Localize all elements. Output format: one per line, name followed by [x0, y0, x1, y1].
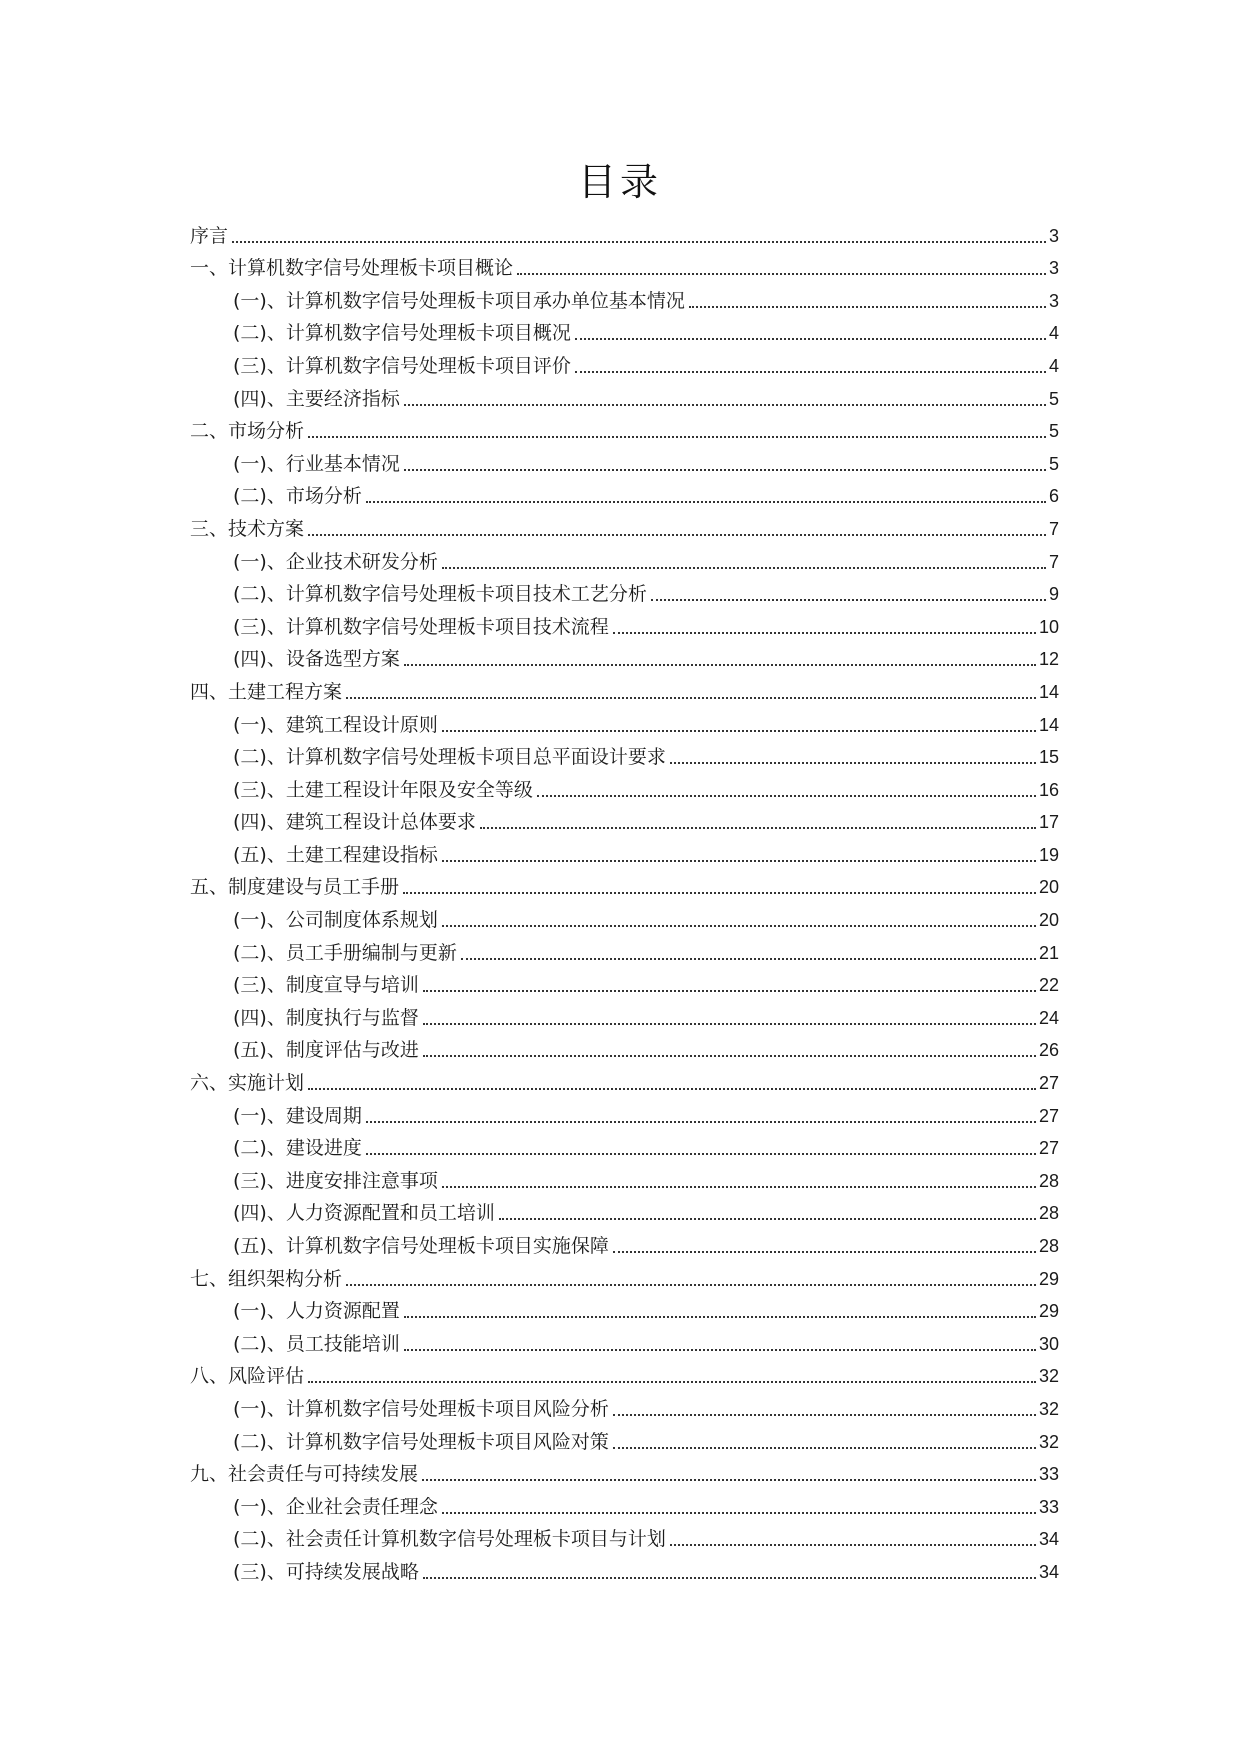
dot-leader: [442, 729, 1036, 732]
toc-entry-page-number: 27: [1038, 1138, 1059, 1159]
toc-section-entry[interactable]: [190, 741, 1059, 774]
toc-section-entry[interactable]: [190, 936, 1059, 969]
toc-entry-page-number: 32: [1038, 1366, 1059, 1387]
toc-entry-page-number: 17: [1038, 812, 1059, 833]
dot-leader: [670, 1543, 1036, 1546]
toc-entry-label: (一)、建筑工程设计原则: [233, 713, 438, 736]
dot-leader: [613, 1250, 1036, 1253]
toc-chapter-entry[interactable]: [190, 252, 1059, 285]
toc-entry-page-number: 9: [1048, 584, 1059, 605]
toc-entry-label: (三)、土建工程设计年限及安全等级: [233, 778, 533, 801]
toc-entry-label: (一)、企业技术研发分析: [233, 550, 438, 573]
toc-entry-page-number: 28: [1038, 1203, 1059, 1224]
toc-chapter-entry[interactable]: [190, 512, 1059, 545]
toc-entry-page-number: 29: [1038, 1301, 1059, 1322]
toc-entry-label: (四)、人力资源配置和员工培训: [233, 1202, 495, 1225]
toc-entry-label: 九、社会责任与可持续发展: [190, 1463, 419, 1486]
dot-leader: [366, 1120, 1036, 1123]
toc-entry-label: 八、风险评估: [190, 1365, 305, 1388]
toc-section-entry[interactable]: [190, 1099, 1059, 1132]
toc-entry-page-number: 5: [1048, 388, 1059, 409]
toc-entry-label: 七、组织架构分析: [190, 1267, 343, 1290]
toc-entry-page-number: 21: [1038, 942, 1059, 963]
toc-entry-label: 一、计算机数字信号处理板卡项目概论: [190, 257, 514, 280]
toc-section-entry[interactable]: [190, 349, 1059, 382]
toc-title: 目录: [577, 160, 662, 204]
toc-section-entry[interactable]: [190, 1001, 1059, 1034]
dot-leader: [575, 337, 1046, 340]
toc-chapter-entry[interactable]: [190, 1360, 1059, 1393]
dot-leader: [308, 1380, 1036, 1383]
toc-entry-label: 四、土建工程方案: [190, 680, 343, 703]
dot-leader: [308, 1087, 1036, 1090]
toc-entry-label: 序言: [190, 224, 229, 247]
toc-section-entry[interactable]: [190, 1523, 1059, 1556]
toc-section-entry[interactable]: [190, 1132, 1059, 1165]
toc-entry-page-number: 5: [1048, 421, 1059, 442]
toc-section-entry[interactable]: [190, 643, 1059, 676]
toc-section-entry[interactable]: [190, 708, 1059, 741]
dot-leader: [308, 533, 1046, 536]
toc-entry-label: 二、市场分析: [190, 420, 305, 443]
toc-entry-label: (一)、公司制度体系规划: [233, 909, 438, 932]
toc-entry-page-number: 20: [1038, 877, 1059, 898]
toc-section-entry[interactable]: [190, 480, 1059, 513]
toc-entry-page-number: 34: [1038, 1529, 1059, 1550]
toc-entry-page-number: 3: [1048, 225, 1059, 246]
toc-entry-page-number: 14: [1038, 714, 1059, 735]
toc-entry-label: (四)、建筑工程设计总体要求: [233, 811, 476, 834]
toc-entry-page-number: 4: [1048, 355, 1059, 376]
dot-leader: [517, 272, 1046, 275]
toc-section-entry[interactable]: [190, 903, 1059, 936]
toc-entry-page-number: 14: [1038, 681, 1059, 702]
toc-entry-label: (五)、计算机数字信号处理板卡项目实施保障: [233, 1235, 609, 1257]
toc-section-entry[interactable]: [190, 1229, 1059, 1262]
toc-entry-page-number: 4: [1048, 323, 1059, 344]
dot-leader: [308, 435, 1046, 438]
dot-leader: [537, 794, 1036, 797]
toc-entry-label: (二)、市场分析: [233, 485, 362, 508]
toc-section-entry[interactable]: [190, 1490, 1059, 1523]
dot-leader: [232, 240, 1046, 243]
toc-chapter-entry[interactable]: [190, 871, 1059, 904]
dot-leader: [461, 957, 1036, 960]
toc-section-entry[interactable]: [190, 545, 1059, 578]
dot-leader: [366, 1152, 1036, 1155]
toc-entry-page-number: 29: [1038, 1268, 1059, 1289]
toc-section-entry[interactable]: [190, 1392, 1059, 1425]
toc-chapter-entry[interactable]: [190, 675, 1059, 708]
toc-section-entry[interactable]: [190, 447, 1059, 480]
dot-leader: [404, 468, 1046, 471]
toc-entry-page-number: 10: [1038, 616, 1059, 637]
toc-entry-page-number: 7: [1048, 551, 1059, 572]
dot-leader: [442, 566, 1046, 569]
dot-leader: [613, 1413, 1036, 1416]
dot-leader: [423, 1022, 1036, 1025]
toc-entry-page-number: 24: [1038, 1007, 1059, 1028]
dot-leader: [404, 1348, 1036, 1351]
dot-leader: [404, 1315, 1036, 1318]
toc-entry-label: (三)、计算机数字信号处理板卡项目技术流程: [233, 615, 609, 638]
toc-entry-label: 五、制度建设与员工手册: [190, 876, 400, 899]
toc-list: [190, 219, 1059, 1588]
toc-section-entry[interactable]: [190, 578, 1059, 611]
toc-entry-page-number: 27: [1038, 1073, 1059, 1094]
toc-section-entry[interactable]: [190, 1295, 1059, 1328]
toc-entry-label: (四)、设备选型方案: [233, 648, 400, 671]
toc-section-entry[interactable]: [190, 838, 1059, 871]
toc-entry-page-number: 3: [1048, 290, 1059, 311]
toc-chapter-entry[interactable]: [190, 1262, 1059, 1295]
dot-leader: [366, 500, 1046, 503]
dot-leader: [670, 761, 1036, 764]
toc-entry-label: (二)、计算机数字信号处理板卡项目总平面设计要求: [233, 746, 666, 769]
dot-leader: [404, 663, 1036, 666]
toc-entry-label: (二)、建设进度: [233, 1137, 362, 1160]
dot-leader: [423, 1576, 1036, 1579]
toc-entry-label: (三)、计算机数字信号处理板卡项目评价: [233, 354, 571, 377]
toc-entry-page-number: 26: [1038, 1040, 1059, 1061]
toc-entry-label: (三)、进度安排注意事项: [233, 1169, 438, 1192]
toc-entry-page-number: 30: [1038, 1333, 1059, 1354]
toc-entry-page-number: 15: [1038, 747, 1059, 768]
toc-entry-page-number: 19: [1038, 844, 1059, 865]
toc-entry-page-number: 3: [1048, 258, 1059, 279]
toc-entry-label: (二)、计算机数字信号处理板卡项目技术工艺分析: [233, 583, 647, 606]
toc-section-entry[interactable]: [190, 969, 1059, 1002]
toc-entry-page-number: 6: [1048, 486, 1059, 507]
toc-chapter-entry[interactable]: [190, 219, 1059, 252]
toc-entry-label: (一)、企业社会责任理念: [233, 1495, 438, 1518]
toc-section-entry[interactable]: [190, 610, 1059, 643]
toc-entry-label: (二)、员工技能培训: [233, 1332, 400, 1355]
dot-leader: [613, 1446, 1036, 1449]
dot-leader: [442, 1511, 1036, 1514]
dot-leader: [613, 631, 1036, 634]
toc-entry-page-number: 5: [1048, 453, 1059, 474]
dot-leader: [442, 859, 1036, 862]
toc-section-entry[interactable]: [190, 1164, 1059, 1197]
toc-entry-label: 六、实施计划: [190, 1072, 305, 1095]
toc-entry-page-number: 32: [1038, 1398, 1059, 1419]
toc-section-entry[interactable]: [190, 806, 1059, 839]
toc-section-entry[interactable]: [190, 1555, 1059, 1588]
toc-entry-page-number: 33: [1038, 1464, 1059, 1485]
toc-entry-label: (一)、建设周期: [233, 1104, 362, 1127]
dot-leader: [423, 1054, 1036, 1057]
toc-entry-page-number: 20: [1038, 910, 1059, 931]
toc-entry-page-number: 7: [1048, 518, 1059, 539]
toc-section-entry[interactable]: [190, 284, 1059, 317]
toc-entry-label: (四)、制度执行与监督: [233, 1006, 419, 1029]
toc-entry-page-number: 22: [1038, 975, 1059, 996]
toc-chapter-entry[interactable]: [190, 1458, 1059, 1491]
toc-entry-label: (三)、可持续发展战略: [233, 1560, 419, 1583]
toc-entry-label: (一)、计算机数字信号处理板卡项目承办单位基本情况: [233, 289, 685, 312]
toc-entry-page-number: 28: [1038, 1170, 1059, 1191]
dot-leader: [689, 305, 1046, 308]
toc-entry-label: (二)、计算机数字信号处理板卡项目概况: [233, 322, 571, 345]
dot-leader: [346, 696, 1036, 699]
dot-leader: [651, 598, 1046, 601]
toc-chapter-entry[interactable]: [190, 415, 1059, 448]
dot-leader: [346, 1283, 1036, 1286]
dot-leader: [499, 1217, 1036, 1220]
dot-leader: [404, 403, 1046, 406]
toc-entry-page-number: 34: [1038, 1561, 1059, 1582]
toc-entry-page-number: 33: [1038, 1496, 1059, 1517]
toc-entry-page-number: 28: [1038, 1236, 1059, 1256]
toc-section-entry[interactable]: [190, 382, 1059, 415]
toc-section-entry[interactable]: [190, 317, 1059, 350]
toc-entry-label: (五)、土建工程建设指标: [233, 843, 438, 866]
toc-section-entry[interactable]: [190, 1197, 1059, 1230]
toc-entry-label: (四)、主要经济指标: [233, 387, 400, 410]
dot-leader: [442, 924, 1036, 927]
toc-entry-label: (三)、制度宣导与培训: [233, 974, 419, 997]
toc-entry-page-number: 12: [1038, 649, 1059, 670]
dot-leader: [422, 1478, 1036, 1481]
dot-leader: [480, 826, 1036, 829]
toc-section-entry[interactable]: [190, 1034, 1059, 1067]
toc-entry-label: 三、技术方案: [190, 517, 305, 540]
toc-entry-label: (二)、社会责任计算机数字信号处理板卡项目与计划: [233, 1528, 666, 1551]
dot-leader: [575, 370, 1046, 373]
toc-section-entry[interactable]: [190, 773, 1059, 806]
toc-entry-label: (二)、员工手册编制与更新: [233, 941, 457, 964]
toc-entry-label: (一)、人力资源配置: [233, 1300, 400, 1323]
toc-entry-label: (五)、制度评估与改进: [233, 1039, 419, 1062]
toc-entry-label: (一)、行业基本情况: [233, 452, 400, 475]
dot-leader: [403, 891, 1036, 894]
toc-section-entry[interactable]: [190, 1425, 1059, 1458]
toc-entry-label: (一)、计算机数字信号处理板卡项目风险分析: [233, 1397, 609, 1420]
toc-entry-label: (二)、计算机数字信号处理板卡项目风险对策: [233, 1430, 609, 1453]
toc-entry-page-number: 27: [1038, 1105, 1059, 1126]
dot-leader: [423, 989, 1036, 992]
toc-section-entry[interactable]: [190, 1327, 1059, 1360]
dot-leader: [442, 1185, 1036, 1188]
toc-entry-page-number: 32: [1038, 1431, 1059, 1452]
toc-chapter-entry[interactable]: [190, 1066, 1059, 1099]
toc-entry-page-number: 16: [1038, 779, 1059, 800]
